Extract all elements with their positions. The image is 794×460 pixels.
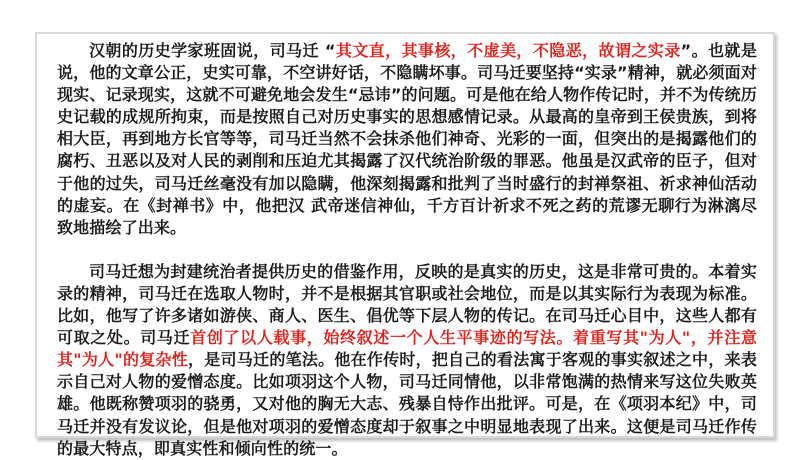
highlighted-method: 首创了以人载事，始终叙述一个人生平事迹的写法。着重写其"为人"，并注意其"为人"的复杂性 [57, 328, 757, 370]
paragraph-biography-method [57, 261, 757, 460]
highlighted-quote: 其文直，其事核，不虚美，不隐恶，故谓之实录 [335, 41, 681, 60]
paragraph-2-intro: 司马迁想为封建统治者提供历史的借鉴作用，反映的是真实的历史，这是非常可贵的。本着实录的精神，司马迁在选取人物时，并不是根据其官职或社会地位，而是以其实际行为表现为标准。比如，他写了许多诸如游侠、商人、医生、倡优等下层人物的传记。在司马迁心目中，这些人都有可取之处。司马迁 [57, 261, 757, 348]
paragraph-1-body: ”。也就是说，他的文章公正，史实可靠，不空讲好话，不隐瞒坏事。司马迁要坚持“实录”精神，就必须面对现实、记录现实，这就不可避免地会发生“忌讳”的问题。可是他在给人物作传记时，并不为传统历史记载的成规所拘束，而是按照自己对历史事实的思想感情记录。从最高的皇帝到王侯贵族，到将相大臣，再到地方长官等等，司马迁当然不会抹杀他们神奇、光彩的一面，但突出的是揭露他们的腐朽、丑恶以及对人民的剥削和压迫尤其揭露了汉代统治阶级的罪恶。他虽是汉武帝的臣子，但对于他的过失，司马迁丝毫没有加以隐瞒，他深刻揭露和批判了当时盛行的封禅祭祖、祈求神仙活动的虚妄。在《封禅书》中，他把汉 武帝迷信神仙，千方百计祈求不死之药的荒谬无聊行为淋漓尽致地描绘了出来。 [57, 41, 757, 237]
paragraph-ban-gu-quote [57, 40, 757, 239]
slide-content [57, 40, 757, 460]
paragraph-2-body: ，是司马迁的笔法。他在作传时，把自己的看法寓于客观的事实叙述之中，来表示自己对人物的爱憎态度。比如项羽这个人物，司马迁同情他，以非常饱满的热情来写这位失败英雄。他既称赞项羽的骁勇，又对他的胸无大志、残暴自恃作出批评。可是，在《项羽本纪》中，司马迁并没有发议论，但是他对项羽的爱憎态度却于叙事之中明显地表现了出来。这便是司马迁作传的最大特点，即真实性和倾向性的统一。 [57, 350, 757, 458]
paragraph-1-intro: 汉朝的历史学家班固说，司马迁 “ [89, 41, 336, 60]
